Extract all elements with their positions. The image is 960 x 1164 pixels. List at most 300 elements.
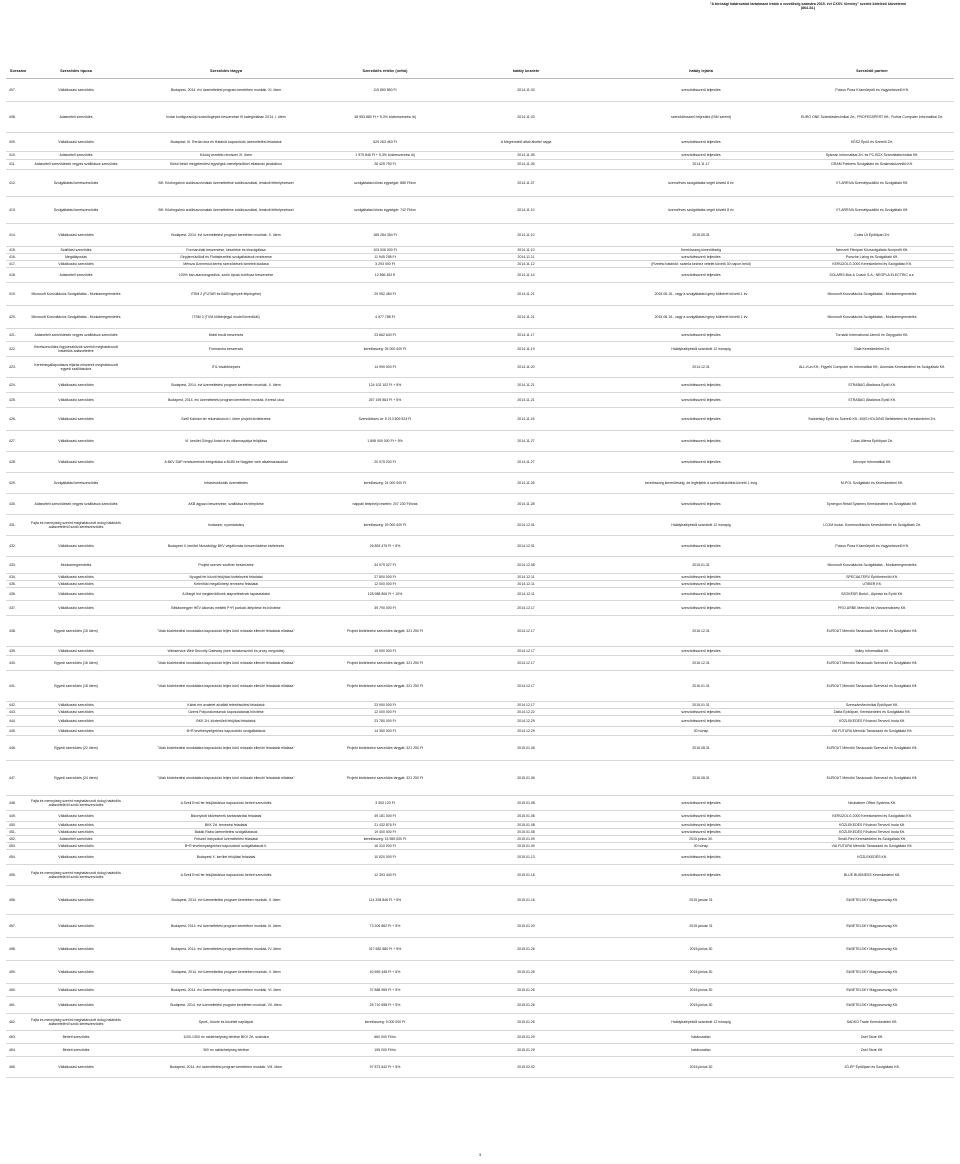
table-cell-start: 2014.11.24 bbox=[440, 408, 612, 431]
table-cell-end: szerződésszerű teljesítés bbox=[612, 588, 790, 601]
column-header: Szerződés típusa bbox=[30, 64, 122, 79]
table-cell-subject: Irodaszer, nyomtatvány bbox=[122, 515, 330, 536]
table-cell-value: 12 393 440 Ft bbox=[330, 865, 440, 886]
table-cell-end: 2015.06.15., vagy a szolgáltatási igény kötbérét követő 1 év bbox=[612, 283, 790, 306]
table-cell-subject: Budapest, 2014. évi üzemeltetési program keretében munkák. X. ütem bbox=[122, 224, 330, 247]
table-row bbox=[6, 984, 954, 997]
table-cell-subject: Kelenföld megállóhelyi tervezési feladatai bbox=[122, 581, 330, 588]
table-cell-value: 4 977 788 Ft bbox=[330, 306, 440, 329]
table-cell-partner: KÖZLEKEDÉS Fővárosi Tervező Iroda Kft. bbox=[790, 716, 954, 727]
table-cell-subject: Budapest, III. Rerda utca és Határúti kapcsolódó üzemeltetési feladatok bbox=[122, 133, 330, 152]
table-cell-subject: Budapest, 2014. évi üzemeltetési program keretében munkák. VII. ütem bbox=[122, 997, 330, 1014]
table-cell-value: Projekt kivitelezési szerződés tárgyát: 321 250 Ft bbox=[330, 656, 440, 671]
table-cell-type: Keretszerződés fogyóeszközök szerinti meghatározott határidős adásvételére bbox=[30, 342, 122, 357]
table-cell-partner: SADKO Trade Kereskedelmi Kft. bbox=[790, 1014, 954, 1031]
table-row bbox=[6, 102, 954, 133]
table-cell-end: 2014.11.17 bbox=[612, 160, 790, 170]
table-cell-end: 2015.június 30 bbox=[612, 984, 790, 997]
table-cell-partner: Microsoft Konzultációs Szolgáltatás - Munkamegrendelés bbox=[790, 306, 954, 329]
table-row bbox=[6, 938, 954, 961]
table-cell-end: szerződésszerű teljesítés bbox=[612, 133, 790, 152]
table-cell-start: 2015.01.26 bbox=[440, 984, 612, 997]
table-cell-type: Szolgáltatási keretszerződés bbox=[30, 197, 122, 224]
table-cell-value: Projekt kivitelezési szerződés tárgyát: 321 250 Ft bbox=[330, 736, 440, 761]
table-cell-num: 408. bbox=[6, 102, 30, 133]
table-body bbox=[6, 79, 954, 1078]
table-cell-end: szerződésszerű teljesítés bbox=[612, 152, 790, 160]
table-row bbox=[6, 1057, 954, 1078]
table-cell-value: 97 873 642 Ft + 5% bbox=[330, 1057, 440, 1078]
table-cell-type: Fajta és mennyiség szerint meghatározott dolog határidős adásvételéről szóló keretszerződés bbox=[30, 796, 122, 811]
table-cell-end: szerződésszerű teljesítés bbox=[612, 647, 790, 656]
table-cell-subject: Széll Kálmán tér rekonstrukció I. ütem projekt kivitelezése bbox=[122, 408, 330, 431]
table-cell-partner: Sysman Informatikai Zrt. és PC-BOX Számítástechnikai Kft. bbox=[790, 152, 954, 160]
table-cell-start: 2015.01.26 bbox=[440, 1014, 612, 1031]
table-cell-num: 464. bbox=[6, 1044, 30, 1057]
table-cell-partner: SPECIALTERV Építőmérnöki Kft. bbox=[790, 574, 954, 581]
table-cell-type: Munkamegrendelés bbox=[30, 557, 122, 574]
table-cell-type: Vállalkozási szerződés bbox=[30, 843, 122, 850]
table-cell-num: 424. bbox=[6, 378, 30, 393]
table-row bbox=[6, 408, 954, 431]
table-cell-start: 2014.11.11 bbox=[440, 254, 612, 261]
table-cell-subject: Webservice Web Security Gateway (web tartalomszűrő és proxy megoldás) bbox=[122, 647, 330, 656]
table-cell-subject: 1100-1300 m² raktárhelyiség bérlése BKV Zrt. számára bbox=[122, 1031, 330, 1044]
table-cell-start: 2014.12.11 bbox=[440, 574, 612, 581]
table-cell-start: 2015.01.06 bbox=[440, 736, 612, 761]
table-cell-end: 2015.05.31 bbox=[612, 224, 790, 247]
table-cell-start: 2015.01.09 bbox=[440, 836, 612, 843]
table-cell-type: Vállalkozási szerződés bbox=[30, 811, 122, 822]
table-cell-num: 421. bbox=[6, 329, 30, 342]
table-cell-subject: A Széll Ernő tér felújításához kapcsolódó bérleti szerződés bbox=[122, 796, 330, 811]
table-cell-num: 448. bbox=[6, 796, 30, 811]
table-cell-partner: SWIETELSKY Magyarország Kft. bbox=[790, 886, 954, 915]
table-row bbox=[6, 170, 954, 197]
table-cell-subject: "Utak közlekedési munkálatra kapcsolódó teljes körű műszaki ellenőri feladatok ellátása" bbox=[122, 616, 330, 647]
table-cell-value: 23 900 000 Ft bbox=[330, 702, 440, 709]
table-cell-num: 413. bbox=[6, 197, 30, 224]
table-cell-subject: Sport-, bulvár és közéleti napilapok bbox=[122, 1014, 330, 1031]
table-cell-type: Vállalkozási szerződés bbox=[30, 431, 122, 452]
table-cell-end: szerződésszerű teljesítés bbox=[612, 811, 790, 822]
table-cell-type: Microsoft Konzultációs Szolgáltatás - Munkamegrendelés bbox=[30, 306, 122, 329]
table-row bbox=[6, 702, 954, 709]
table-cell-type: Vállalkozási szerződés bbox=[30, 393, 122, 408]
table-cell-end: (Fizetési határidő: számla kézhez vételét követő 30 napon belül) bbox=[612, 261, 790, 268]
table-cell-subject: "Utak közlekedési munkálatra kapcsolódó teljes körű műszaki ellenőri feladatok ellátása" bbox=[122, 656, 330, 671]
table-cell-num: 465. bbox=[6, 1057, 30, 1078]
table-cell-start: 2014.12.29 bbox=[440, 716, 612, 727]
table-cell-type: Keretmegállapodásos eljárás miszerint meghatározott egyedi szállításokra bbox=[30, 357, 122, 378]
table-cell-type: Fajta és mennyiség szerint meghatározott dolog határidős adásvételéről szóló keretszerződés bbox=[30, 865, 122, 886]
table-row bbox=[6, 1031, 954, 1044]
table-cell-end: szerződésszerű teljesítés bbox=[612, 581, 790, 588]
table-cell-type: Adásvételi szerződések vegyes szállításos szerződés bbox=[30, 329, 122, 342]
table-cell-start: 2014.11.21 bbox=[440, 283, 612, 306]
table-cell-end: szerződésszerű teljesítés bbox=[612, 796, 790, 811]
table-cell-type: Adásvételi szerződés bbox=[30, 836, 122, 843]
table-cell-value: szolgáltatási kiírás egységár: 742 Ft/km bbox=[330, 197, 440, 224]
table-cell-value: 21 432 876 Ft bbox=[330, 822, 440, 829]
table-row bbox=[6, 557, 954, 574]
table-cell-end: Keretösszeg kimerüléséig bbox=[612, 247, 790, 254]
table-cell-num: 407. bbox=[6, 79, 30, 102]
table-cell-value: 267 159 863 Ft + 5% bbox=[330, 393, 440, 408]
table-cell-start: 2015.01.08 bbox=[440, 822, 612, 829]
table-cell-start: 2014.11.28 bbox=[440, 494, 612, 515]
table-cell-value: Projekt kivitelezési szerződés tárgyát: 321 250 Ft bbox=[330, 616, 440, 647]
table-cell-value: 73 206 862 Ft + 5% bbox=[330, 915, 440, 938]
table-cell-value: 25 710 698 Ft + 5% bbox=[330, 997, 440, 1014]
table-cell-start: 2015.01.20 bbox=[440, 915, 612, 938]
table-cell-partner: Microsoft Konzultációs Szolgáltatás - Munkamegrendelés bbox=[790, 283, 954, 306]
table-row bbox=[6, 588, 954, 601]
table-cell-num: 411. bbox=[6, 160, 30, 170]
table-row bbox=[6, 601, 954, 616]
column-header: hatály lejárta bbox=[612, 64, 790, 79]
table-cell-type: Vállalkozási szerződés bbox=[30, 378, 122, 393]
table-cell-partner: SWIETELSKY Magyarország Kft. bbox=[790, 938, 954, 961]
table-cell-value: szolgáltatási kiírás egységár: 885 Ft/km bbox=[330, 170, 440, 197]
table-cell-partner: Colas Út Építőipari Zrt. bbox=[790, 224, 954, 247]
table-cell-value: 660 000 Ft/hó bbox=[330, 1031, 440, 1044]
table-cell-type: Vállalkozási szerződés bbox=[30, 79, 122, 102]
table-cell-value: keretösszeg: 15 555 000 Ft bbox=[330, 836, 440, 843]
table-cell-partner: KERÜZOLG 2000 Kereskedelmi és Szolgáltató Kft. bbox=[790, 811, 954, 822]
table-cell-partner: SOLARIS Bus & Coach S.A.; NEOPLA ELECTRIC a.s. bbox=[790, 268, 954, 283]
column-header: Szerződés értéke (nettó) bbox=[330, 64, 440, 79]
table-cell-value: 23 662 640 Ft bbox=[330, 329, 440, 342]
table-cell-start: 2014.11.10 bbox=[440, 247, 612, 254]
column-header: Szerződő partner bbox=[790, 64, 954, 79]
table-cell-start: 2015.01.16 bbox=[440, 886, 612, 915]
table-cell-end: 2015.június 30 bbox=[612, 997, 790, 1014]
table-cell-num: 410. bbox=[6, 152, 30, 160]
table-cell-start: 2015.01.26 bbox=[440, 997, 612, 1014]
table-cell-num: 446. bbox=[6, 736, 30, 761]
table-cell-num: 414. bbox=[6, 224, 30, 247]
table-cell-partner: VT-ARRIVA Személyszállító és Szolgáltató Kft. bbox=[790, 170, 954, 197]
table-cell-subject: "Utak közlekedési munkálatra kapcsolódó teljes körű műszaki ellenőri feladatok ellátása" bbox=[122, 671, 330, 702]
table-cell-type: Egyedi szerződés (24 ütem) bbox=[30, 761, 122, 796]
table-row bbox=[6, 160, 954, 170]
table-cell-value: 128 988 806 Ft + 10% bbox=[330, 588, 440, 601]
table-cell-partner: Szerszám/technikai Építőipari Kft. bbox=[790, 702, 954, 709]
table-cell-end: szerződésszerű teljesítés bbox=[612, 865, 790, 886]
table-cell-num: 454. bbox=[6, 850, 30, 865]
table-cell-start: 2014.11.03 bbox=[440, 102, 612, 133]
table-cell-partner: I-COM Irodai- Kommunikációs Kereskedelmi és Szolgáltató Zrt. bbox=[790, 515, 954, 536]
table-cell-type: Adásvételi szerződések vegyes szállításos szerződés bbox=[30, 494, 122, 515]
table-row bbox=[6, 357, 954, 378]
table-cell-type: Vállalkozási szerződés bbox=[30, 997, 122, 1014]
table-cell-end: szerződésszerű teljesítés bbox=[612, 536, 790, 557]
table-cell-start: 2014.11.26 bbox=[440, 473, 612, 494]
table-cell-end: 2015.január 31 bbox=[612, 886, 790, 915]
table-row bbox=[6, 247, 954, 254]
table-row bbox=[6, 865, 954, 886]
table-cell-type: Vállalkozási szerződés bbox=[30, 886, 122, 915]
table-cell-subject: Budapest, 2014. évi üzemeltetési program keretében munkák. II. ütem bbox=[122, 886, 330, 915]
table-cell-subject: BK: Közforgalmú autóbuszvonalak üzemeltetése autóbuszokkal, lerakott felhelyezéssel bbox=[122, 197, 330, 224]
table-cell-type: Vállalkozási szerződés bbox=[30, 408, 122, 431]
table-cell-end: szerződésszerű teljesítés bbox=[612, 716, 790, 727]
table-cell-start: 2015.01.08 bbox=[440, 796, 612, 811]
table-cell-partner: KÖZLEKEDÉS Kft. bbox=[790, 850, 954, 865]
table-cell-partner: Zsel Store Kft. bbox=[790, 1044, 954, 1057]
table-cell-type: Egyedi szerződés (16 ütem) bbox=[30, 656, 122, 671]
table-cell-value: 19 400 000 Ft bbox=[330, 829, 440, 836]
table-cell-value: 20 975 200 Ft bbox=[330, 452, 440, 473]
table-cell-value: 39 790 000 Ft bbox=[330, 601, 440, 616]
table-cell-value: Projekt kivitelezési szerződés tárgyát: 321 250 Ft bbox=[330, 671, 440, 702]
table-cell-value: 26 425 750 Ft bbox=[330, 160, 440, 170]
table-cell-subject: ITSM 2 (FUTAR és BUBI igények felpörgése) bbox=[122, 283, 330, 306]
table-cell-start: A Megrendelő általi átvétel napja bbox=[440, 133, 612, 152]
table-row bbox=[6, 1014, 954, 1031]
table-row bbox=[6, 850, 954, 865]
table-cell-partner: Zsel Store Kft. bbox=[790, 1031, 954, 1044]
table-cell-end: üzemi/éves szolgáltatás végét követő 8 év bbox=[612, 170, 790, 197]
table-cell-num: 462. bbox=[6, 1014, 30, 1031]
table-cell-end: szerződésszerű teljesítés bbox=[612, 254, 790, 261]
table-cell-partner: VIA FUTURA Mérnöki Tanácsadó és Szolgáltató Kft. bbox=[790, 843, 954, 850]
table-cell-value: 317 682 880 Ft + 5% bbox=[330, 938, 440, 961]
table-cell-type: Fajta és mennyiség szerint meghatározott dolog határidős adásvételéről szóló keretszerződés bbox=[30, 1014, 122, 1031]
table-cell-start: 2015.01.08 bbox=[440, 829, 612, 836]
table-cell-start: 2014.11.27 bbox=[440, 452, 612, 473]
table-cell-num: 428. bbox=[6, 452, 30, 473]
table-cell-value: 114 328 846 Ft + 5% bbox=[330, 886, 440, 915]
header-line-2: (864.34.) bbox=[800, 6, 816, 11]
table-cell-num: 433. bbox=[6, 557, 30, 574]
table-cell-start: 2014.11.19 bbox=[440, 342, 612, 357]
table-cell-value: 629 263 463 Ft bbox=[330, 133, 440, 152]
table-cell-subject: B+R tevékenységekhez kapcsolódó szolgáltatások bbox=[122, 727, 330, 736]
table-cell-subject: Üzemi Polyuralumiumok kapcsolatának bővítése bbox=[122, 709, 330, 716]
table-cell-num: 426. bbox=[6, 408, 30, 431]
table-cell-start: 2014.12.01 bbox=[440, 515, 612, 536]
table-cell-value: keretösszeg: 29 000 000 Ft bbox=[330, 515, 440, 536]
table-cell-subject: BK: Közforgalmú autóbuszvonalak üzemeltetése autóbuszokkal, lerakott felhelyezéssel bbox=[122, 170, 330, 197]
table-cell-num: 441. bbox=[6, 671, 30, 702]
table-cell-type: Vállalkozási szerződés bbox=[30, 716, 122, 727]
table-cell-subject: Budapest, 2014. évi üzemeltetési program keretében munkák. X. ütem bbox=[122, 378, 330, 393]
table-cell-end: szerződésszerű teljesítés bbox=[612, 601, 790, 616]
table-cell-type: Vállalkozási szerződés bbox=[30, 961, 122, 984]
table-cell-end: 30 hónap bbox=[612, 843, 790, 850]
table-cell-num: 434. bbox=[6, 574, 30, 581]
table-row bbox=[6, 536, 954, 557]
table-row bbox=[6, 152, 954, 160]
table-cell-partner: SZOKÉSR Burkő-, Alpiniss és Építő Kft. bbox=[790, 588, 954, 601]
table-cell-partner: STRABAG Általános Építő Kft. bbox=[790, 378, 954, 393]
table-cell-num: 423. bbox=[6, 357, 30, 378]
table-cell-num: 444. bbox=[6, 716, 30, 727]
table-cell-partner: EURO ONE Számítástechnikai Zrt.; PROFESSPERT Kft.; Ruhus Computer Informatikai Zrt. bbox=[790, 102, 954, 133]
table-cell-type: Vállalkozási szerződés bbox=[30, 915, 122, 938]
header-line-1: "A bírósági határozatot tartalmazó iratok a vezetőség számára 2015. évi CXXV. törvény" szerint kötelező közzétenni bbox=[709, 2, 907, 6]
table-cell-value: 115 850 550 Ft bbox=[330, 79, 440, 102]
table-cell-start: 2014.11.07 bbox=[440, 170, 612, 197]
table-cell-end: 2015.június 30 bbox=[612, 1057, 790, 1078]
table-cell-partner: VIA FUTURA Mérnöki Tanácsadó és Szolgáltató Kft. bbox=[790, 727, 954, 736]
table-cell-end: szerződésszerű teljesítés bbox=[612, 829, 790, 836]
table-cell-num: 436. bbox=[6, 588, 30, 601]
table-cell-end: Hatálybalépéstől számított 12 hónapig bbox=[612, 342, 790, 357]
table-row bbox=[6, 836, 954, 843]
table-cell-partner: SWIETELSKY Magyarország Kft. bbox=[790, 961, 954, 984]
table-cell-subject: Nyugati tér közúti felújítási kivitelezési feladatai bbox=[122, 574, 330, 581]
table-cell-type: Szolgáltatási keretszerződés bbox=[30, 170, 122, 197]
table-cell-subject: Békásmegyer HÉV állomás melletti P+R parkoló átépítése és bővítése bbox=[122, 601, 330, 616]
table-cell-start: 2014.12.17 bbox=[440, 616, 612, 647]
table-cell-type: Vállalkozási szerződés bbox=[30, 588, 122, 601]
table-cell-end: Hatálybalépéstől számított 12 hónapig bbox=[612, 515, 790, 536]
table-cell-num: 463. bbox=[6, 1031, 30, 1044]
table-cell-end: szerződésszerű teljesítés bbox=[612, 408, 790, 431]
table-cell-start: 2014.12.11 bbox=[440, 581, 612, 588]
table-cell-type: Vállalkozási szerződés bbox=[30, 133, 122, 152]
table-row bbox=[6, 671, 954, 702]
table-cell-num: 450. bbox=[6, 822, 30, 829]
table-cell-partner: PRO-URBE Mérnöki és Városrendezési Kft. bbox=[790, 601, 954, 616]
table-cell-partner: JÓ-ÉP Építőipari és Szolgáltató Kft. bbox=[790, 1057, 954, 1078]
table-cell-num: 443. bbox=[6, 709, 30, 716]
table-cell-num: 409. bbox=[6, 133, 30, 152]
table-cell-value: 14 990 000 Ft bbox=[330, 357, 440, 378]
table-cell-value: 185 284 354 Ft bbox=[330, 224, 440, 247]
table-cell-subject: Budapest, 2014. évi üzemeltetési program keretében munkák. III. ütem bbox=[122, 915, 330, 938]
column-header: Sorszám bbox=[6, 64, 30, 79]
table-cell-subject: Külső belső megjelenítési egységek menetjelzőkkel ellátandó járatokhoz bbox=[122, 160, 330, 170]
table-cell-start: 2014.12.22 bbox=[440, 709, 612, 716]
table-cell-end: 2015.06.15., vagy a szolgáltatási igény kötbérét követő 1 év bbox=[612, 306, 790, 329]
table-cell-subject: Kőolaj vezetéki rendszer XI. ütem bbox=[122, 152, 330, 160]
table-cell-type: Vállalkozási szerződés bbox=[30, 261, 122, 268]
table-cell-value: 1 979 846 Ft + 5,3% közbeszerzési díj bbox=[330, 152, 440, 160]
table-cell-num: 412. bbox=[6, 170, 30, 197]
table-row bbox=[6, 283, 954, 306]
table-cell-start: 2014.11.27 bbox=[440, 431, 612, 452]
table-row bbox=[6, 997, 954, 1014]
table-cell-value: 12 856 452 € bbox=[330, 268, 440, 283]
table-cell-value: 37 888 969 Ft + 5% bbox=[330, 984, 440, 997]
table-cell-value: 40 659 448 Ft + 5% bbox=[330, 961, 440, 984]
table-cell-partner: DRAM Partners Szolgáltató és Szakmaközvetítő Kft. bbox=[790, 160, 954, 170]
table-cell-subject: VI. kerület Göngyi Antal út és villamospálya felújítása bbox=[122, 431, 330, 452]
table-cell-partner: VT-ARRIVA Személyszállító és Szolgáltató Kft. bbox=[790, 197, 954, 224]
table-row bbox=[6, 473, 954, 494]
page-number: 3 bbox=[478, 1152, 482, 1157]
table-cell-end: keretösszeg kimerüléséig, de legfeljebb a szerződéskötést követő 1 évig bbox=[612, 473, 790, 494]
table-cell-value: 48 953 880 Ft + 5,3% közbeszerzési díj bbox=[330, 102, 440, 133]
table-row bbox=[6, 329, 954, 342]
table-cell-subject: Irodai konfigurációjú számítógépek beszerzése III kategóriában 2014. I. ütem bbox=[122, 102, 330, 133]
table-cell-end: 2015.június 30. bbox=[612, 836, 790, 843]
table-cell-num: 460. bbox=[6, 984, 30, 997]
table-cell-value: 124 102 102 Ft + 5% bbox=[330, 378, 440, 393]
table-cell-type: Egyedi szerződés (15 ütem) bbox=[30, 616, 122, 647]
table-cell-subject: Budapest, 2014. évi üzemeltetési program keretében munkák. Kereső utca bbox=[122, 393, 330, 408]
table-cell-subject: Budapest, 2014. évi üzemeltetési program keretében munkák. IV. ütem bbox=[122, 938, 330, 961]
table-cell-num: 438. bbox=[6, 616, 30, 647]
table-cell-end: 2016.01.31 bbox=[612, 671, 790, 702]
table-cell-end: üzemi/éves szolgáltatás végét követő 8 év bbox=[612, 197, 790, 224]
table-row bbox=[6, 494, 954, 515]
table-row bbox=[6, 829, 954, 836]
table-cell-type: Vállalkozási szerződés bbox=[30, 727, 122, 736]
table-cell-end: 2015.01.31 bbox=[612, 702, 790, 709]
table-row bbox=[6, 727, 954, 736]
table-cell-start: 2014.12.17 bbox=[440, 671, 612, 702]
table-cell-subject: Budapest, 2014. évi üzemeltetési program keretében munkák. XI. ütem bbox=[122, 79, 330, 102]
table-row bbox=[6, 656, 954, 671]
table-cell-end: szerződésszerű teljesítés bbox=[612, 709, 790, 716]
table-row bbox=[6, 886, 954, 915]
table-cell-end: szerződésszerű teljesítés bbox=[612, 329, 790, 342]
table-cell-end: 2014.12.31 bbox=[612, 357, 790, 378]
table-cell-subject: A Széll Ernő tér felújításához kapcsolódó bérleti szerződés bbox=[122, 865, 330, 886]
table-row bbox=[6, 843, 954, 850]
table-cell-subject: Formaruha beszerzés bbox=[122, 342, 330, 357]
table-cell-value: keretösszeg: 9 000 000 Ft bbox=[330, 1014, 440, 1031]
table-cell-value: 10 820 000 Ft bbox=[330, 850, 440, 865]
table-cell-partner: EUROUT Mérnöki Tanácsadó Szervező és Szolgáltató Kft. bbox=[790, 656, 954, 671]
table-cell-subject: Budapest, 2014. évi üzemeltetési program keretében munkák. VIII. ütem bbox=[122, 1057, 330, 1078]
table-cell-subject: Mobil trucik beszerzés bbox=[122, 329, 330, 342]
table-cell-value: keretösszeg: 25 000 000 Ft bbox=[330, 342, 440, 357]
table-cell-num: 419. bbox=[6, 283, 30, 306]
table-cell-start: 2015.01.08 bbox=[440, 811, 612, 822]
table-cell-value: 103 006 000 Ft bbox=[330, 247, 440, 254]
table-cell-end: szerződésszerű teljesítés bbox=[612, 452, 790, 473]
table-cell-type: Fajta és mennyiség szerint meghatározott dolog határidős adásvételéről szóló keretszerződés bbox=[30, 515, 122, 536]
table-cell-partner: Neubaltner Office Systems Kft. bbox=[790, 796, 954, 811]
table-cell-end: szerződésszerű teljesítés bbox=[612, 574, 790, 581]
table-row bbox=[6, 342, 954, 357]
table-cell-type: Szállítási szerződés bbox=[30, 247, 122, 254]
table-cell-subject: Mérsza Üzemmód kérési szerződések ismételt kiadása bbox=[122, 261, 330, 268]
table-cell-end: szerződésszerű teljesítés bbox=[612, 822, 790, 829]
column-header: Szerződés tárgya bbox=[122, 64, 330, 79]
table-cell-start: 2014.11.17 bbox=[440, 329, 612, 342]
table-cell-start: 2014.11.21 bbox=[440, 306, 612, 329]
table-cell-num: 445. bbox=[6, 727, 30, 736]
table-cell-subject: A BKV SAP rendszerének integrálása a BUBI és Nagyker web alkalmazásokkal bbox=[122, 452, 330, 473]
table-cell-num: 461. bbox=[6, 997, 30, 1014]
table-cell-start: 2015.01.29 bbox=[440, 1031, 612, 1044]
table-cell-start: 2014.12.08 bbox=[440, 557, 612, 574]
table-row bbox=[6, 515, 954, 536]
table-cell-subject: BKK Zrt. tervezési feladatai bbox=[122, 822, 330, 829]
table-cell-start: 2015.01.26 bbox=[440, 938, 612, 961]
table-cell-value: 195 000 Ft/hó bbox=[330, 1044, 440, 1057]
table-cell-type: Bérleti szerződés bbox=[30, 1044, 122, 1057]
table-cell-start: 2014.11.05 bbox=[440, 152, 612, 160]
table-row bbox=[6, 574, 954, 581]
table-cell-value: 11 945 298 Ft bbox=[330, 254, 440, 261]
table-row bbox=[6, 197, 954, 224]
table-cell-type: Vállalkozási szerződés bbox=[30, 829, 122, 836]
table-cell-num: 420. bbox=[6, 306, 30, 329]
table-cell-type: Vállalkozási szerződés bbox=[30, 702, 122, 709]
table-row bbox=[6, 306, 954, 329]
table-cell-type: Adásvételi szerződések vegyes szállításos szerződés bbox=[30, 160, 122, 170]
table-cell-partner: Small-Flex Kereskedelmi és Szolgáltató Kft. bbox=[790, 836, 954, 843]
table-cell-value: 16 310 000 Ft bbox=[330, 843, 440, 850]
